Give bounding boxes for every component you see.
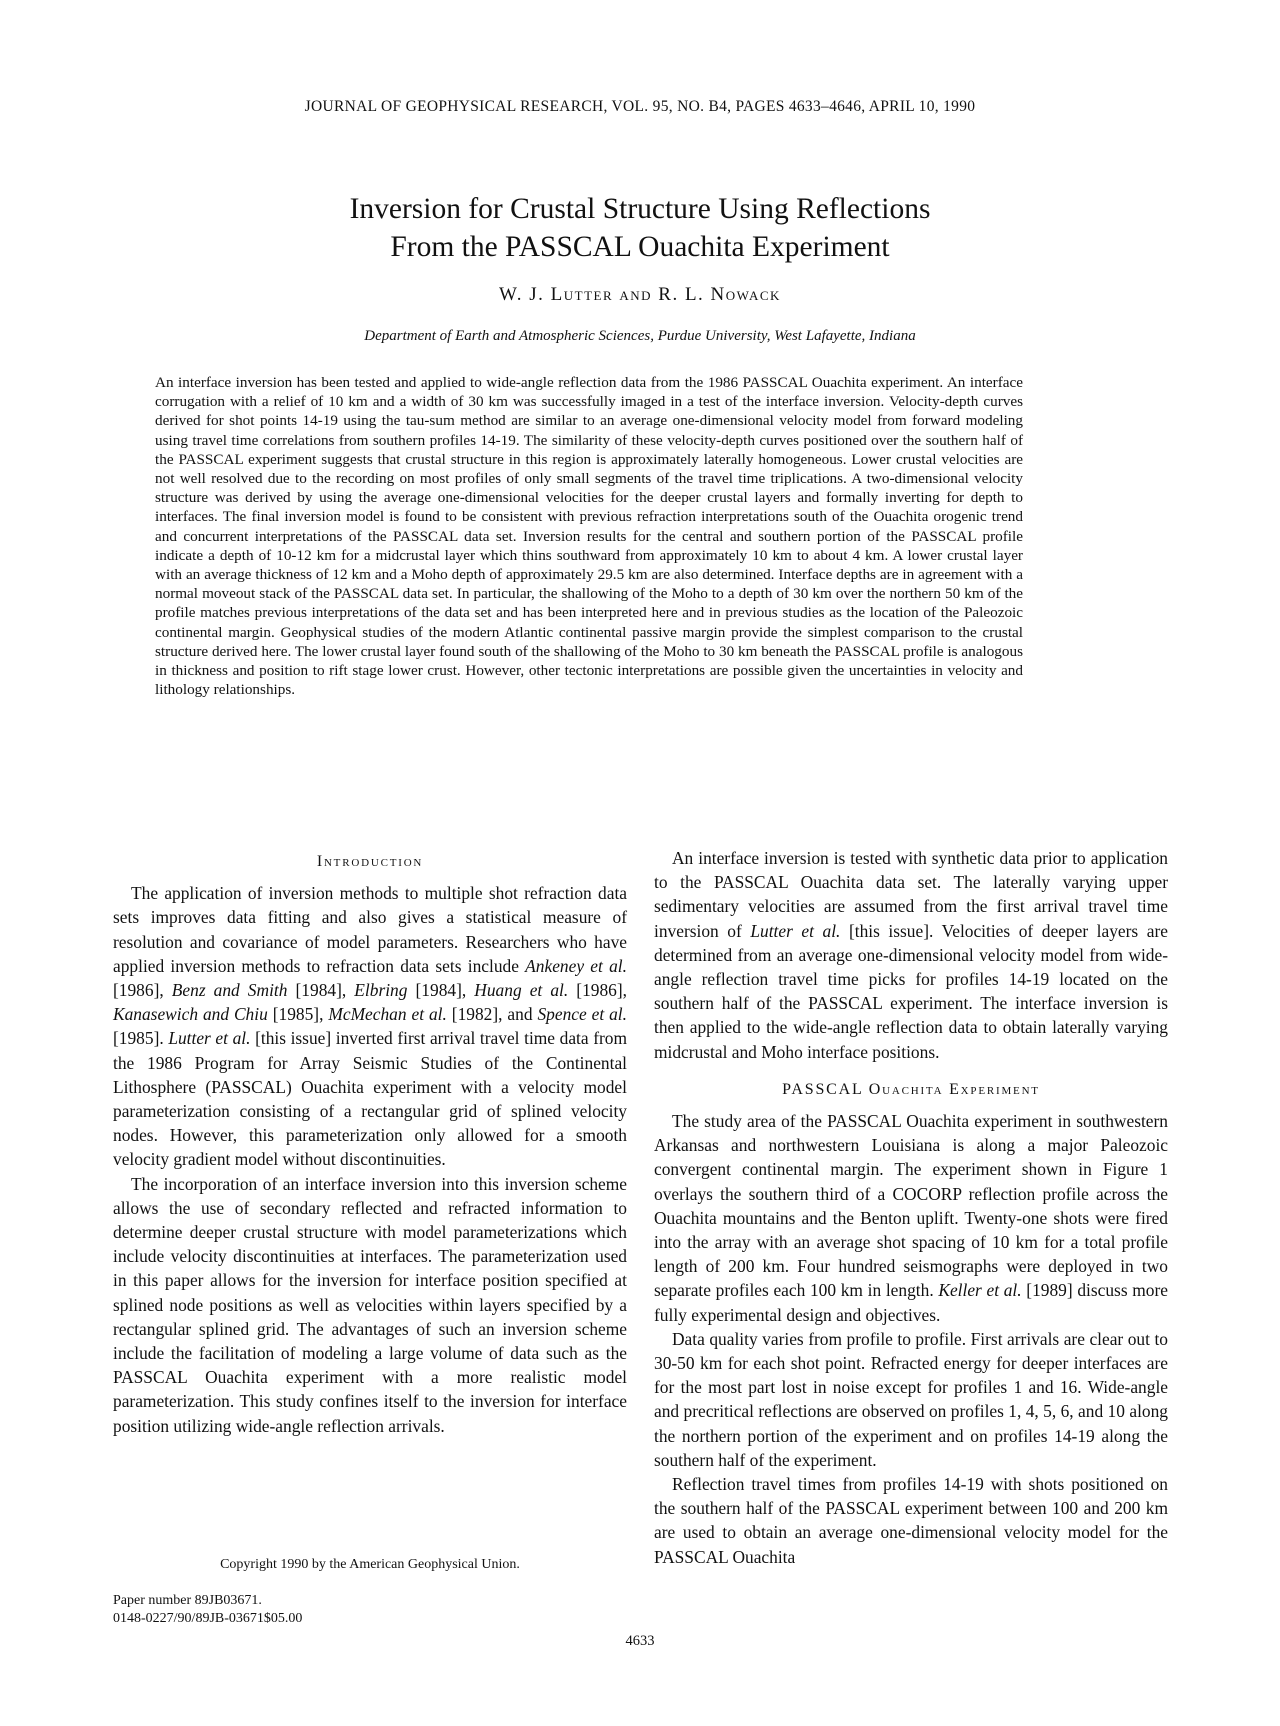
intro-paragraph-2: The incorporation of an interface inversion into this inversion scheme allows the use of secondary reflected and refracted information to determine deeper crustal structure with model parameterizations which include velocity discontinuities at interfaces. The parameterization used in this paper allows for the inversion for interface position specified at splined node positions as well as velocities within layers specified by a rectangular splined grid. The advantages of such an inversion scheme include the facilitation of modeling a large volume of data such as the PASSCAL Ouachita experiment with a more realistic model parameterization. This study confines itself to the inversion for interface position utilizing wide-angle reflection arrivals. [113,1173,627,1436]
citation: Kanasewich and Chiu [113,1004,268,1025]
citation: Lutter et al. [750,920,841,941]
title-line-1: Inversion for Crustal Structure Using Reflections [349,193,931,225]
citation: McMechan et al. [328,1004,447,1025]
experiment-paragraph-2: Data quality varies from profile to profile. First arrivals are clear out to 30-50 km for each shot point. Refracted energy for deeper interfaces are for the most part lost in noise except for profiles 1 and 16. Wide-angle and precritical reflections are observed on profiles 1, 4, 5, 6, and 10 along the northern portion of the experiment and on profiles 14-19 along the southern half of the experiment. [654,1328,1168,1470]
authors: W. J. Lutter and R. L. Nowack [499,284,781,305]
right-paragraph-1: An interface inversion is tested with synthetic data prior to application to the PASSCAL Ouachita data set. The laterally varying upper sedimentary velocities are assumed from the first arrival travel time inversion of Lutter et al. [this issue]. Velocities of deeper layers are determined from an average one-dimensional velocity model from wide-angle reflection travel time picks for profiles 14-19 located on the southern half of the PASSCAL experiment. The interface inversion is then applied to the wide-angle reflection data to obtain laterally varying midcrustal and Moho interface positions. [654,848,1168,1062]
citation: Keller et al. [938,1280,1022,1301]
citation: Lutter et al. [168,1028,251,1049]
abstract: An interface inversion has been tested and applied to wide-angle reflection data from the 1986 PASSCAL Ouachita experiment. An interface corrugation with a relief of 10 km and a width of 30 km was successfully imaged in a test of the interface inversion. Velocity-depth curves derived for shot points 14-19 using the tau-sum method are similar to an average one-dimensional velocity model from forward modeling using travel time correlations from southern profiles 14-19. The similarity of these velocity-depth curves positioned over the southern half of the PASSCAL experiment suggests that crustal structure in this region is approximately laterally homogeneous. Lower crustal velocities are not well resolved due to the recording on most profiles of only small segments of the travel time triplications. A two-dimensional velocity structure was derived by using the average one-dimensional velocities for the deeper crustal layers and formally inverting for depth to interfaces. The final inversion model is found to be consistent with previous refraction interpretations south of the Ouachita orogenic trend and concurrent interpretations of the PASSCAL data set. Inversion results for the central and southern portion of the PASSCAL profile indicate a depth of 10-12 km for a midcrustal layer which thins southward from approximately 10 km to about 4 km. A lower crustal layer with an average thickness of 12 km and a Moho depth of approximately 29.5 km are also determined. Interface depths are in agreement with a normal moveout stack of the PASSCAL data set. In particular, the shallowing of the Moho to a depth of 30 km over the northern 50 km of the profile matches previous interpretations of the data set and has been interpreted here and in previous studies as the location of the Paleozoic continental margin. Geophysical studies of the modern Atlantic continental passive margin provide the simplest comparison to the crustal structure derived here. The lower crustal layer found south of the shallowing of the Moho to 30 km beneath the PASSCAL profile is analogous in thickness and position to rift stage lower crust. However, other tectonic interpretations are possible given the uncertainties in velocity and lithology relationships. [155,374,1023,699]
citation: Huang et al. [474,980,569,1001]
page-number: 4633 [625,1633,655,1649]
title-line-2: From the PASSCAL Ouachita Experiment [390,231,890,263]
running-head: JOURNAL OF GEOPHYSICAL RESEARCH, VOL. 95, NO. B4, PAGES 4633–4646, APRIL 10, 1990 [304,98,976,115]
citation: Benz and Smith [171,980,288,1001]
paper-number: Paper number 89JB03671. [113,1593,262,1608]
affiliation: Department of Earth and Atmospheric Sciences, Purdue University, West Lafayette, Indiana [364,328,916,344]
experiment-paragraph-3: Reflection travel times from profiles 14-19 with shots positioned on the southern half of the PASSCAL experiment between 100 and 200 km are used to obtain an average one-dimensional velocity model for the PASSCAL Ouachita [654,1474,1168,1567]
experiment-paragraph-1: The study area of the PASSCAL Ouachita experiment in southwestern Arkansas and northwestern Louisiana is along a major Paleozoic convergent continental margin. The experiment shown in Figure 1 overlays the southern third of a COCORP reflection profile across the Ouachita mountains and the Benton uplift. Twenty-one shots were fired into the array with an average shot spacing of 10 km for a total profile length of 200 km. Four hundred seismographs were deployed in two separate profiles each 100 km in length. Keller et al. [1989] discuss more fully experimental design and objectives. [654,1111,1169,1325]
copyright-notice: Copyright 1990 by the American Geophysical Union. [220,1557,520,1572]
introduction-heading: Introduction [316,853,424,870]
article-title [0,190,1280,266]
experiment-heading: PASSCAL Ouachita Experiment [782,1080,1040,1098]
left-column [113,850,627,1438]
issn-code: 0148-0227/90/89JB-03671$05.00 [113,1611,303,1626]
right-column [654,846,1168,1569]
citation: Spence et al. [537,1004,627,1025]
intro-paragraph-1: The application of inversion methods to multiple shot refraction data sets improves data fitting and also gives a statistical measure of resolution and covariance of model parameters. Researchers who have applied inversion methods to refraction data sets include Ankeney et al. [1986], Benz and Smith [1984], Elbring [1984], Huang et al. [1986], Kanasewich and Chiu [1985], McMechan et al. [1982], and Spence et al. [1985]. Lutter et al. [this issue] inverted first arrival travel time data from the 1986 Program for Array Seismic Studies of the Continental Lithosphere (PASSCAL) Ouachita experiment with a velocity model parameterization consisting of a rectangular grid of splined velocity nodes. However, this parameterization only allowed for a smooth velocity gradient model without discontinuities. [113,883,627,1170]
copyright-block [113,1556,627,1628]
citation: Elbring [354,980,408,1001]
citation: Ankeney et al. [525,955,627,976]
